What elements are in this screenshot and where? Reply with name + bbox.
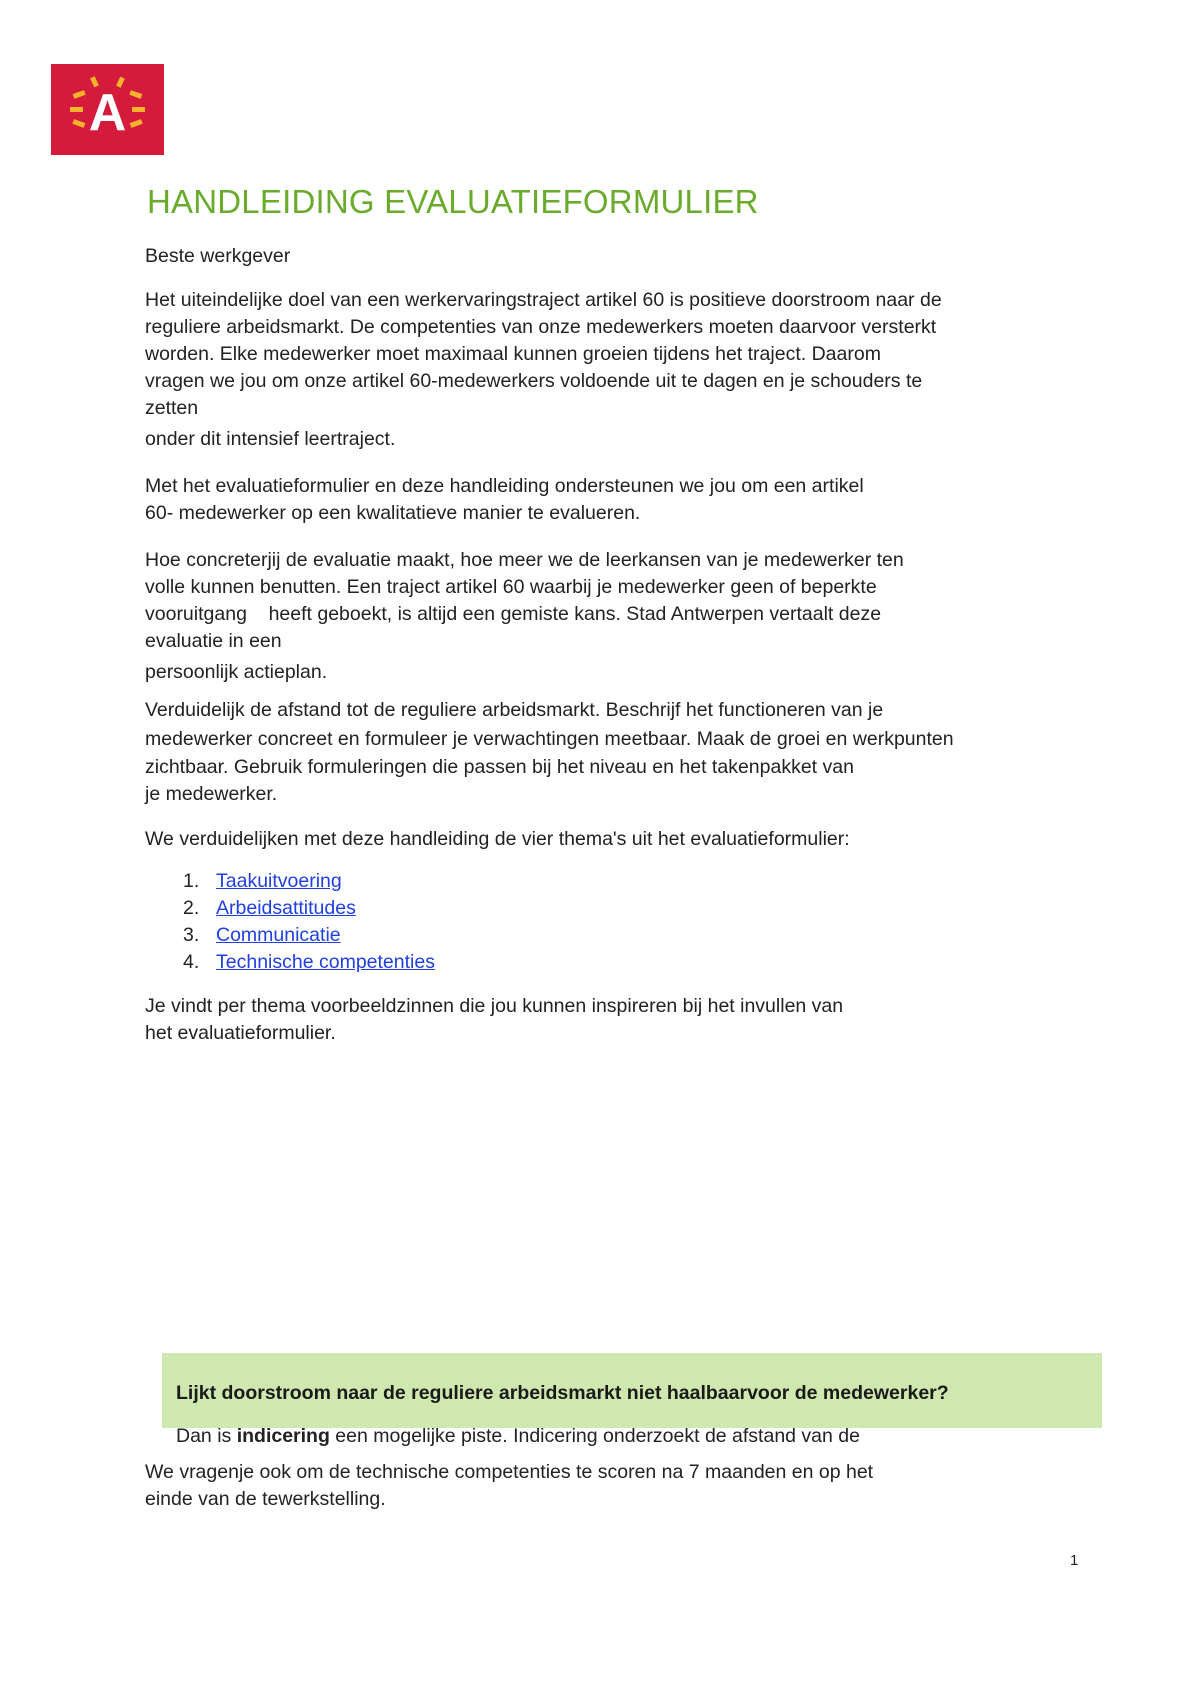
list-item <box>183 949 435 976</box>
page-number: 1 <box>1070 1552 1079 1569</box>
paragraph-line: Je vindt per thema voorbeeldzinnen die jou kunnen inspireren bij het invullen van <box>145 995 844 1017</box>
paragraph-line: Het uiteindelijke doel van een werkervaringstraject artikel 60 is positieve doorstroom naar de <box>145 289 942 311</box>
logo-graphic <box>51 64 164 155</box>
callout-text-end: een mogelijke piste. Indicering onderzoekt de afstand van de <box>329 1425 860 1447</box>
link-communicatie[interactable]: Communicatie <box>216 924 341 946</box>
callout-text-start: Dan is <box>176 1425 237 1447</box>
paragraph-line: zetten <box>145 397 199 419</box>
list-number: 3. <box>183 924 200 946</box>
paragraph-line: Hoe concreterjij de evaluatie maakt, hoe meer we de leerkansen van je medewerker ten <box>145 549 904 571</box>
greeting <box>145 243 1085 270</box>
themes-intro <box>145 826 1085 853</box>
paragraph-line: 60- medewerker op een kwalitatieve manier te evalueren. <box>145 502 641 524</box>
scoring-paragraph <box>145 1459 1085 1513</box>
link-technische-competenties[interactable]: Technische competenties <box>216 951 435 973</box>
list-item <box>183 895 435 922</box>
link-taakuitvoering[interactable]: Taakuitvoering <box>216 870 342 892</box>
paragraph-line: We verduidelijken met deze handleiding de vier thema's uit het evaluatieformulier: <box>145 828 850 850</box>
paragraph-line: het evaluatieformulier. <box>145 1022 336 1044</box>
page-title: HANDLEIDING EVALUATIEFORMULIER <box>147 183 759 220</box>
callout-text <box>176 1425 860 1448</box>
examples-paragraph <box>145 993 1085 1047</box>
paragraph-line: volle kunnen benutten. Een traject artikel 60 waarbij je medewerker geen of beperkte <box>145 576 877 598</box>
paragraph-line: vooruitgang heeft geboekt, is altijd een gemiste kans. Stad Antwerpen vertaalt deze <box>145 603 882 625</box>
stad-antwerpen-logo-icon <box>51 64 164 155</box>
intro-paragraph <box>145 287 1085 453</box>
paragraph-line: zichtbaar. Gebruik formuleringen die passen bij het niveau en het takenpakket van <box>145 756 854 778</box>
list-number: 4. <box>183 951 200 973</box>
paragraph-line: vragen we jou om onze artikel 60-medewerkers voldoende uit te dagen en je schouders te <box>145 370 923 392</box>
themes-list <box>183 868 435 976</box>
list-number: 1. <box>183 870 200 892</box>
paragraph-line: Met het evaluatieformulier en deze handleiding ondersteunen we jou om een artikel <box>145 475 864 497</box>
paragraph-line: worden. Elke medewerker moet maximaal kunnen groeien tijdens het traject. Daarom <box>145 343 881 365</box>
concrete-evaluation-paragraph <box>145 547 1085 686</box>
greeting-text: Beste werkgever <box>145 245 291 267</box>
paragraph-line: persoonlijk actieplan. <box>145 661 328 683</box>
clarify-paragraph <box>145 696 1085 808</box>
paragraph-line: medewerker concreet en formuleer je verwachtingen meetbaar. Maak de groei en werkpunten <box>145 728 954 750</box>
paragraph-line: reguliere arbeidsmarkt. De competenties van onze medewerkers moeten daarvoor versterkt <box>145 316 937 338</box>
paragraph-line: We vragenje ook om de technische competenties te scoren na 7 maanden en op het <box>145 1461 874 1483</box>
logo-letter: A <box>88 84 127 142</box>
list-item <box>183 922 435 949</box>
list-number: 2. <box>183 897 200 919</box>
paragraph-line: onder dit intensief leertraject. <box>145 428 396 450</box>
paragraph-line: je medewerker. <box>145 783 278 805</box>
paragraph-line: evaluatie in een <box>145 630 282 652</box>
callout-text-bold: indicering <box>236 1425 330 1447</box>
list-item <box>183 868 435 895</box>
paragraph-line: einde van de tewerkstelling. <box>145 1488 386 1510</box>
link-arbeidsattitudes[interactable]: Arbeidsattitudes <box>216 897 356 919</box>
support-paragraph <box>145 473 1085 527</box>
paragraph-line: Verduidelijk de afstand tot de reguliere arbeidsmarkt. Beschrijf het functioneren van je <box>145 699 884 721</box>
callout-title: Lijkt doorstroom naar de reguliere arbeidsmarkt niet haalbaarvoor de medewerker? <box>176 1382 949 1404</box>
